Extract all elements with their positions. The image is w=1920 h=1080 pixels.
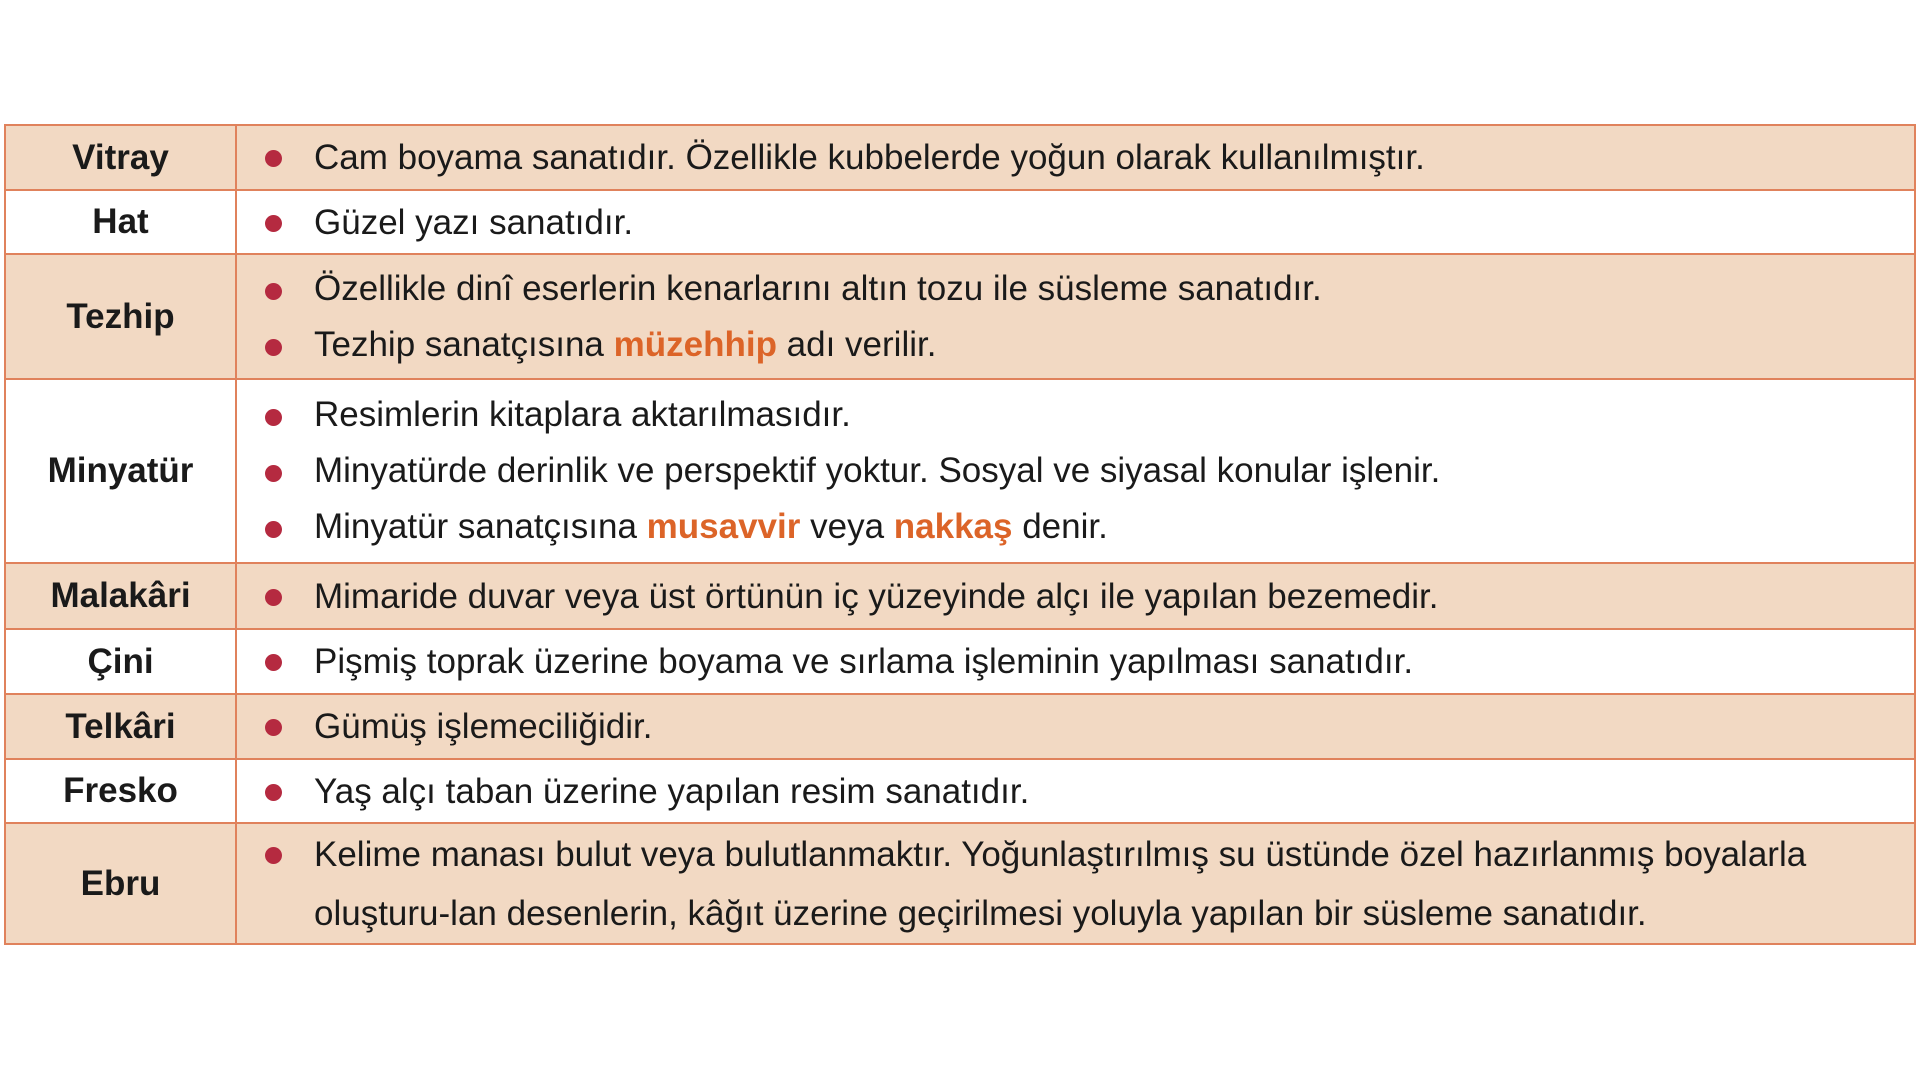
table-row	[5, 379, 1915, 563]
item-text	[314, 632, 1413, 691]
item-text	[314, 128, 1425, 187]
description-cell	[236, 629, 1915, 694]
term-cell: Çini	[5, 629, 236, 694]
table-row	[5, 759, 1915, 823]
description-cell	[236, 190, 1915, 254]
term-cell: Fresko	[5, 759, 236, 823]
term-cell: Ebru	[5, 823, 236, 944]
table-row	[5, 254, 1915, 379]
list-item	[265, 193, 1904, 252]
item-text	[314, 317, 936, 373]
list-item	[265, 317, 1904, 373]
table-row	[5, 823, 1915, 944]
highlighted-term: musavvir	[646, 507, 801, 546]
art-terms-table	[4, 124, 1916, 945]
list-item	[265, 387, 1904, 443]
highlighted-term: müzehhip	[613, 324, 777, 364]
bullet-icon	[265, 409, 282, 426]
item-text	[314, 261, 1322, 317]
text-segment: Resimlerin kitaplara aktarılmasıdır.	[314, 395, 851, 434]
text-segment: Cam boyama sanatıdır. Özellikle kubbelerde yoğun olarak kullanılmıştır.	[314, 138, 1425, 177]
description-cell	[236, 125, 1915, 190]
item-text	[314, 697, 652, 756]
text-segment: denir.	[1012, 507, 1108, 546]
term-cell: Minyatür	[5, 379, 236, 563]
bullet-icon	[265, 589, 282, 606]
list-item	[265, 762, 1904, 821]
table-row	[5, 190, 1915, 254]
term-cell: Telkâri	[5, 694, 236, 759]
bullet-icon	[265, 784, 282, 801]
text-segment: Kelime manası bulut veya bulutlanmaktır. Yoğunlaştırılmış su üstünde özel hazırlanmış boyalarla oluşturu-lan desenlerin, kâğıt üzerine geçirilmesi yoluyla yapılan bir süsleme sanatıdır.	[314, 834, 1807, 933]
bullet-icon	[265, 521, 282, 538]
text-segment: veya	[800, 507, 894, 546]
text-segment: Minyatür sanatçısına	[314, 507, 647, 546]
bullet-icon	[265, 719, 282, 736]
text-segment: Pişmiş toprak üzerine boyama ve sırlama işleminin yapılması sanatıdır.	[314, 642, 1414, 681]
bullet-icon	[265, 847, 282, 864]
bullet-icon	[265, 339, 282, 356]
item-text	[314, 825, 1904, 943]
bullet-icon	[265, 465, 282, 482]
bullet-icon	[265, 150, 282, 167]
text-segment: Minyatürde derinlik ve perspektif yoktur. Sosyal ve siyasal konular işlenir.	[314, 451, 1441, 490]
term-cell: Vitray	[5, 125, 236, 190]
description-cell	[236, 254, 1915, 379]
text-segment: Güzel yazı sanatıdır.	[314, 202, 634, 242]
text-segment: adı verilir.	[776, 324, 937, 364]
term-cell: Tezhip	[5, 254, 236, 379]
highlighted-term: nakkaş	[893, 507, 1013, 546]
text-segment: Gümüş işlemeciliğidir.	[314, 707, 653, 746]
item-text	[314, 567, 1438, 626]
list-item	[265, 697, 1904, 756]
description-cell	[236, 823, 1915, 944]
item-text	[314, 499, 1108, 555]
table-row	[5, 629, 1915, 694]
item-text	[314, 193, 633, 252]
description-cell	[236, 694, 1915, 759]
bullet-icon	[265, 654, 282, 671]
list-item	[265, 128, 1904, 187]
text-segment: Mimaride duvar veya üst örtünün iç yüzeyinde alçı ile yapılan bezemedir.	[314, 576, 1439, 616]
table-row	[5, 125, 1915, 190]
item-text	[314, 762, 1029, 821]
list-item	[265, 632, 1904, 691]
bullet-icon	[265, 283, 282, 300]
list-item	[265, 567, 1904, 626]
description-cell	[236, 563, 1915, 629]
text-segment: Özellikle dinî eserlerin kenarlarını altın tozu ile süsleme sanatıdır.	[314, 268, 1322, 308]
list-item	[265, 443, 1904, 499]
bullet-icon	[265, 215, 282, 232]
text-segment: Tezhip sanatçısına	[314, 324, 614, 364]
term-cell: Malakâri	[5, 563, 236, 629]
list-item	[265, 825, 1904, 943]
term-cell: Hat	[5, 190, 236, 254]
list-item	[265, 499, 1904, 555]
description-cell	[236, 379, 1915, 563]
list-item	[265, 261, 1904, 317]
description-cell	[236, 759, 1915, 823]
table-row	[5, 563, 1915, 629]
item-text	[314, 443, 1440, 499]
table-row	[5, 694, 1915, 759]
text-segment: Yaş alçı taban üzerine yapılan resim sanatıdır.	[314, 771, 1030, 811]
item-text	[314, 387, 851, 443]
